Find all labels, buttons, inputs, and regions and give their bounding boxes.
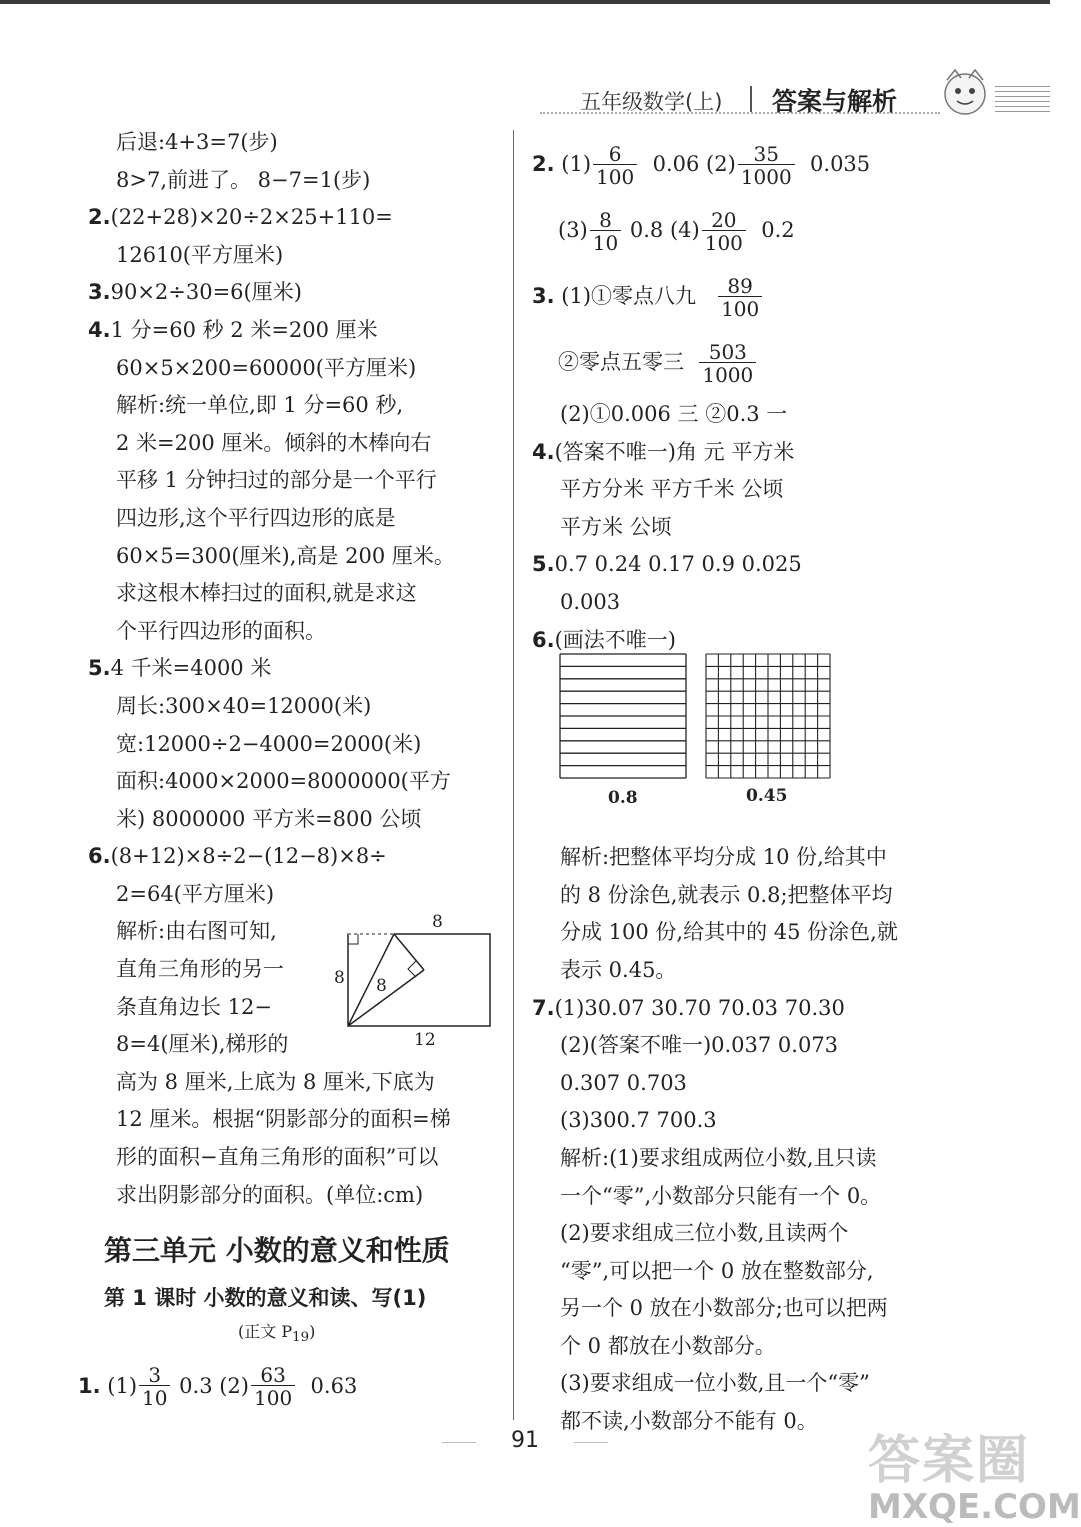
text-part: 0.8 (4) [629,218,700,243]
figure-label-inner: 8 [376,976,387,996]
column-divider [513,130,514,1420]
text-line: “零”,可以把一个 0 放在整数部分, [560,1258,874,1283]
text-line: 12 厘米。根据“阴影部分的面积=梯 [116,1107,451,1132]
grid-label-tenths: 0.8 [608,788,638,808]
question-number: 7. [532,995,555,1020]
answer-4 [532,434,962,472]
question-number: 3. [88,280,111,305]
text-line: (1)30.07 30.70 70.03 70.30 [554,995,845,1020]
trapezoid-figure [334,912,504,1052]
text-line: 解析:统一单位,即 1 分=60 秒, [116,393,404,418]
question-6 [88,838,498,876]
answer-3-line1 [532,264,962,330]
header-stripes [995,86,1050,116]
question-4 [88,312,498,350]
text-line: 的 8 份涂色,就表示 0.8;把整体平均 [560,882,893,907]
text-line: 后退:4+3=7(步) [116,130,278,154]
text-line: (8+12)×8÷2−(12−8)×8÷ [110,844,387,869]
text-line: (2)要求组成三位小数,且读两个 [560,1221,849,1246]
denominator: 100 [593,164,637,187]
text-line: 0.7 0.24 0.17 0.9 0.025 [554,552,802,577]
text-line: 个平行四边形的面积。 [116,618,326,643]
page-header [540,80,1010,120]
unit-title: 第三单元 小数的意义和性质 [104,1234,450,1268]
text-part: 0.06 (2) [652,152,736,177]
text-line: 8>7,前进了。 8−7=1(步) [116,167,371,192]
numerator: 63 [260,1363,286,1388]
denominator: 10 [590,230,621,253]
text-line: 形的面积−直角三角形的面积”可以 [116,1145,439,1170]
question-1 [78,1354,498,1420]
denominator: 10 [139,1385,170,1408]
numerator: 6 [608,141,622,166]
text-line: (22+28)×20÷2×25+110= [110,205,393,230]
text-line: 平方分米 平方千米 公顷 [560,477,784,502]
text-line: 60×5×200=60000(平方厘米) [116,355,417,380]
text-line: (3)要求组成一位小数,且一个“零” [560,1371,870,1396]
question-number: 5. [532,552,555,577]
text-line: 8=4(厘米),梯形的 [116,1032,289,1057]
watermark-logo: 答案圈 [868,1431,1031,1491]
mascot-icon [935,66,995,122]
text-line: 个 0 都放在小数部分。 [560,1333,776,1358]
text-part: 0.63 [310,1373,358,1398]
text-line: 4 千米=4000 米 [110,656,272,681]
text-line: 2=64(平方厘米) [116,881,275,906]
text-part: (1) [107,1373,138,1398]
header-separator [750,86,752,112]
header-grade: 五年级数学(上) [580,90,723,114]
text-line: 直角三角形的另一 [116,957,284,982]
figure-label-left: 8 [334,968,345,988]
text-line: 解析:由右图可知, [116,919,277,944]
fraction [251,1363,295,1411]
fraction [699,339,756,387]
grid-label-hundredths: 0.45 [746,786,788,806]
fraction [738,141,795,189]
question-number: 6. [88,844,111,869]
text-part: 0.035 [810,152,871,177]
lesson-note [238,1317,498,1353]
text-line: 12610(平方厘米) [116,242,284,267]
lesson-note-close: ) [309,1322,316,1342]
text-line: 分成 100 份,给其中的 45 份涂色,就 [560,920,898,945]
header-title: 答案与解析 [772,87,898,116]
answer-5 [532,546,962,584]
text-line: (画法不唯一) [554,627,676,652]
question-number: 6. [532,627,555,652]
text-line: 平方米 公顷 [560,514,672,539]
question-number: 1. [78,1373,101,1398]
question-number: 3. [532,284,555,309]
numerator: 503 [708,339,747,364]
denominator: 100 [718,296,762,319]
fraction [139,1363,170,1411]
question-3 [88,274,498,312]
text-line: 表示 0.45。 [560,957,677,982]
answer-2-line2 [532,198,962,264]
fraction [718,273,762,321]
denominator: 100 [251,1385,295,1408]
question-number: 2. [532,152,555,177]
text-part: (1) [561,152,592,177]
question-number: 2. [88,205,111,230]
text-line: 米) 8000000 平方米=800 公顷 [116,806,422,831]
answer-3-line2 [532,330,962,396]
text-line: 一个“零”,小数部分只能有一个 0。 [560,1183,882,1208]
numerator: 8 [599,207,612,232]
numerator: 3 [148,1363,162,1388]
text-line: 周长:300×40=12000(米) [116,693,372,718]
watermark-url: MXQE.COM [868,1487,1081,1527]
numerator: 20 [711,207,737,232]
text-part: ②零点五零三 [558,350,684,375]
fraction [590,207,621,255]
figure-label-bottom: 12 [414,1030,436,1050]
text-line: (3)300.7 700.3 [560,1108,717,1133]
text-line: 解析:(1)要求组成两位小数,且只读 [560,1145,877,1170]
text-line: 面积:4000×2000=8000000(平方 [116,769,451,794]
text-line: (答案不唯一)角 元 平方米 [554,439,795,464]
text-line: (2)(答案不唯一)0.037 0.073 [560,1033,839,1058]
question-5 [88,650,498,688]
text-part: (3) [558,218,588,243]
question-number: 5. [88,656,111,681]
fraction [702,207,746,255]
text-line: 四边形,这个平行四边形的底是 [116,505,396,530]
denominator: 1000 [699,362,756,385]
text-line: 宽:12000÷2−4000=2000(米) [116,731,422,756]
text-line: 60×5=300(厘米),高是 200 厘米。 [116,543,455,568]
text-line: 求这根木棒扫过的面积,就是求这 [116,581,417,606]
figure-label-top: 8 [432,912,443,932]
top-border [0,0,1050,4]
text-line: 90×2÷30=6(厘米) [110,280,302,305]
answer-2-line1 [532,132,962,198]
grid-figures [556,652,856,812]
denominator: 1000 [738,164,795,187]
text-line: 高为 8 厘米,上底为 8 厘米,下底为 [116,1069,435,1094]
text-line: 另一个 0 放在小数部分;也可以把两 [560,1296,888,1321]
text-line: 1 分=60 秒 2 米=200 厘米 [110,317,378,342]
page-number: 91 [480,1428,570,1453]
text-part: 0.3 (2) [179,1373,249,1398]
grid-hundredths [706,654,830,778]
grid-tenths [560,654,686,778]
lesson-note-page: 19 [292,1330,310,1346]
text-line: 2 米=200 厘米。倾斜的木棒向右 [116,430,432,455]
grid-svg [556,652,856,787]
watermark [868,1418,1081,1527]
text-part: (1)①零点八九 [561,284,697,309]
fraction [593,141,637,189]
question-number: 4. [88,317,111,342]
text-line: (2)①0.006 三 ②0.3 一 [560,402,788,426]
question-2 [88,199,498,237]
left-column [78,124,498,1420]
numerator: 89 [727,273,753,298]
lesson-title: 第 1 课时 小数的意义和读、写(1) [104,1285,427,1310]
question-number: 4. [532,439,555,464]
answer-7 [532,990,962,1028]
text-line: 解析:把整体平均分成 10 份,给其中 [560,845,887,870]
text-line: 条直角边长 12− [116,994,272,1019]
text-part: 0.2 [761,218,795,243]
text-line: 平移 1 分钟扫过的部分是一个平行 [116,468,437,493]
text-line: 0.307 0.703 [560,1070,687,1095]
text-line: 求出阴影部分的面积。(单位:cm) [116,1182,424,1207]
text-line: 0.003 [560,589,621,614]
numerator: 35 [753,141,779,166]
lesson-note-text: (正文 P [238,1322,293,1342]
text-line: 都不读,小数部分不能有 0。 [560,1409,818,1434]
denominator: 100 [702,230,746,253]
